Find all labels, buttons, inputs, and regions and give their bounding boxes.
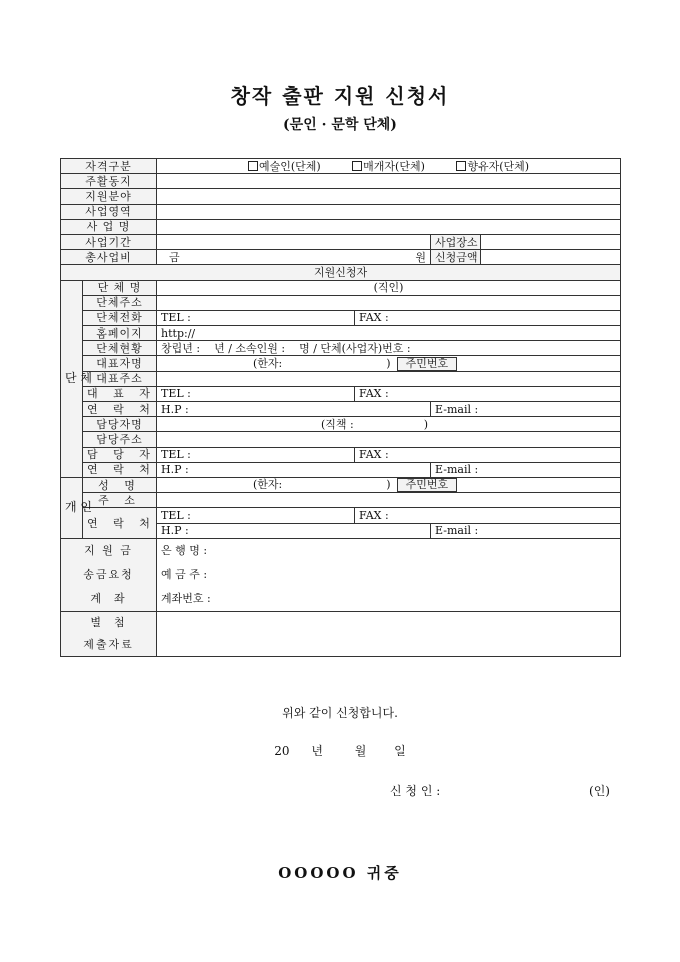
row-rep-address bbox=[61, 371, 621, 386]
group-name-label: 단 체 명 bbox=[83, 280, 157, 295]
person-address-field[interactable] bbox=[157, 493, 621, 508]
main-activity-field[interactable] bbox=[157, 174, 621, 189]
individual-section-label: 개 인 bbox=[61, 477, 83, 538]
person-name-field[interactable]: (한자: ) 주민번호 bbox=[157, 477, 621, 492]
rep-address-field[interactable] bbox=[157, 371, 621, 386]
person-email-field[interactable]: E-mail : bbox=[431, 523, 621, 538]
budget-label: 총사업비 bbox=[61, 250, 157, 265]
business-name-label: 사 업 명 bbox=[61, 219, 157, 234]
row-group-phone bbox=[61, 310, 621, 325]
remittance-fields bbox=[157, 538, 621, 611]
person-tel-field[interactable]: TEL : bbox=[157, 508, 355, 523]
row-business-name bbox=[61, 219, 621, 234]
group-seal: (직인) bbox=[373, 281, 404, 295]
row-rep-name bbox=[61, 356, 621, 371]
applicant-header: 지원신청자 bbox=[61, 265, 621, 280]
rep-resident-no-label: 주민번호 bbox=[397, 357, 458, 371]
row-category bbox=[61, 159, 621, 174]
manager-contact-label: 담 당 자 bbox=[83, 447, 157, 462]
group-status-field[interactable]: 창립년 : 년 / 소속인원 : 명 / 단체(사업자)번호 : bbox=[157, 341, 621, 356]
business-area-label: 사업영역 bbox=[61, 204, 157, 219]
checkbox-icon[interactable] bbox=[456, 161, 466, 171]
remittance-label: 지 원 금 송금요청 계 좌 bbox=[61, 538, 157, 611]
application-table bbox=[60, 158, 621, 657]
person-address-label: 주 소 bbox=[83, 493, 157, 508]
row-manager-address bbox=[61, 432, 621, 447]
period-label: 사업기간 bbox=[61, 234, 157, 249]
account-holder-field[interactable]: 예 금 주 : bbox=[161, 567, 208, 581]
manager-contact-label-2: 연 락 처 bbox=[83, 462, 157, 477]
rep-email-field[interactable]: E-mail : bbox=[431, 402, 621, 417]
rep-hp-field[interactable]: H.P : bbox=[157, 402, 431, 417]
category-label: 자격구분 bbox=[61, 159, 157, 174]
category-option-mediator[interactable]: 매개자(단체) bbox=[352, 160, 425, 173]
group-phone-label: 단체전화 bbox=[83, 310, 157, 325]
rep-tel-field[interactable]: TEL : bbox=[157, 386, 355, 401]
row-period bbox=[61, 234, 621, 249]
checkbox-icon[interactable] bbox=[352, 161, 362, 171]
manager-email-field[interactable]: E-mail : bbox=[431, 462, 621, 477]
row-applicant-header bbox=[61, 265, 621, 280]
row-group-address bbox=[61, 295, 621, 310]
period-field[interactable] bbox=[157, 234, 431, 249]
signer-seal: (인) bbox=[589, 784, 610, 798]
category-option-artist[interactable]: 예술인(단체) bbox=[248, 160, 321, 173]
manager-name-field[interactable]: (직책 : ) bbox=[157, 417, 621, 432]
budget-field[interactable] bbox=[157, 250, 431, 265]
signer-label: 신 청 인 : bbox=[390, 784, 441, 798]
group-address-label: 단체주소 bbox=[83, 295, 157, 310]
homepage-label: 홈페이지 bbox=[83, 326, 157, 341]
row-group-status bbox=[61, 341, 621, 356]
support-field-field[interactable] bbox=[157, 189, 621, 204]
row-rep-contact-1 bbox=[61, 386, 621, 401]
row-person-contact-1 bbox=[61, 508, 621, 523]
statement: 위와 같이 신청합니다. bbox=[282, 706, 398, 720]
person-fax-field[interactable]: FAX : bbox=[355, 508, 621, 523]
person-hp-field[interactable]: H.P : bbox=[157, 523, 431, 538]
date-line: 20 년 월 일 bbox=[274, 744, 406, 758]
budget-suffix: 원 bbox=[415, 250, 427, 264]
attachment-label: 별 첨 제출자료 bbox=[61, 611, 157, 656]
row-homepage bbox=[61, 326, 621, 341]
rep-contact-label: 대 표 자 bbox=[83, 386, 157, 401]
form-subtitle: (문인 · 문학 단체) bbox=[283, 117, 397, 133]
place-label: 사업장소 bbox=[431, 234, 481, 249]
business-area-field[interactable] bbox=[157, 204, 621, 219]
rep-name-field[interactable]: (한자: ) 주민번호 bbox=[157, 356, 621, 371]
request-amount-label: 신청금액 bbox=[431, 250, 481, 265]
signature-line bbox=[390, 782, 610, 799]
row-person-name bbox=[61, 477, 621, 492]
manager-name-label: 담당자명 bbox=[83, 417, 157, 432]
row-manager-contact-2 bbox=[61, 462, 621, 477]
main-activity-label: 주활동지 bbox=[61, 174, 157, 189]
group-address-field[interactable] bbox=[157, 295, 621, 310]
rep-fax-field[interactable]: FAX : bbox=[355, 386, 621, 401]
account-number-field[interactable]: 계좌번호 : bbox=[161, 591, 211, 605]
rep-address-label: 대표주소 bbox=[83, 371, 157, 386]
manager-address-label: 담당주소 bbox=[83, 432, 157, 447]
group-section-label: 단 체 bbox=[61, 280, 83, 477]
group-name-field[interactable] bbox=[157, 280, 621, 295]
person-name-label: 성 명 bbox=[83, 477, 157, 492]
group-tel-field[interactable]: TEL : bbox=[157, 310, 355, 325]
request-amount-field[interactable] bbox=[481, 250, 621, 265]
row-rep-contact-2 bbox=[61, 402, 621, 417]
manager-tel-field[interactable]: TEL : bbox=[157, 447, 355, 462]
homepage-field[interactable]: http:// bbox=[157, 326, 621, 341]
row-business-area bbox=[61, 204, 621, 219]
group-fax-field[interactable]: FAX : bbox=[355, 310, 621, 325]
rep-name-label: 대표자명 bbox=[83, 356, 157, 371]
row-attachment bbox=[61, 611, 621, 656]
row-person-address bbox=[61, 493, 621, 508]
row-manager-name bbox=[61, 417, 621, 432]
category-option-enjoyer[interactable]: 향유자(단체) bbox=[456, 160, 529, 173]
row-main-activity bbox=[61, 174, 621, 189]
rep-contact-label-2: 연 락 처 bbox=[83, 402, 157, 417]
category-options bbox=[157, 159, 621, 174]
recipient: OOOOO 귀중 bbox=[278, 864, 402, 882]
row-group-name bbox=[61, 280, 621, 295]
manager-hp-field[interactable]: H.P : bbox=[157, 462, 431, 477]
place-field[interactable] bbox=[481, 234, 621, 249]
manager-fax-field[interactable]: FAX : bbox=[355, 447, 621, 462]
row-support-field bbox=[61, 189, 621, 204]
bank-name-field[interactable]: 은 행 명 : bbox=[161, 543, 208, 557]
manager-address-field[interactable] bbox=[157, 432, 621, 447]
row-budget bbox=[61, 250, 621, 265]
checkbox-icon[interactable] bbox=[248, 161, 258, 171]
budget-prefix: 금 bbox=[169, 250, 180, 264]
row-manager-contact-1 bbox=[61, 447, 621, 462]
support-field-label: 지원분야 bbox=[61, 189, 157, 204]
row-remittance bbox=[61, 538, 621, 611]
attachment-field[interactable] bbox=[157, 611, 621, 656]
business-name-field[interactable] bbox=[157, 219, 621, 234]
form-title: 창작 출판 지원 신청서 bbox=[230, 84, 450, 108]
person-resident-no-label: 주민번호 bbox=[397, 478, 458, 492]
person-contact-label: 연 락 처 bbox=[83, 508, 157, 538]
group-status-label: 단체현황 bbox=[83, 341, 157, 356]
